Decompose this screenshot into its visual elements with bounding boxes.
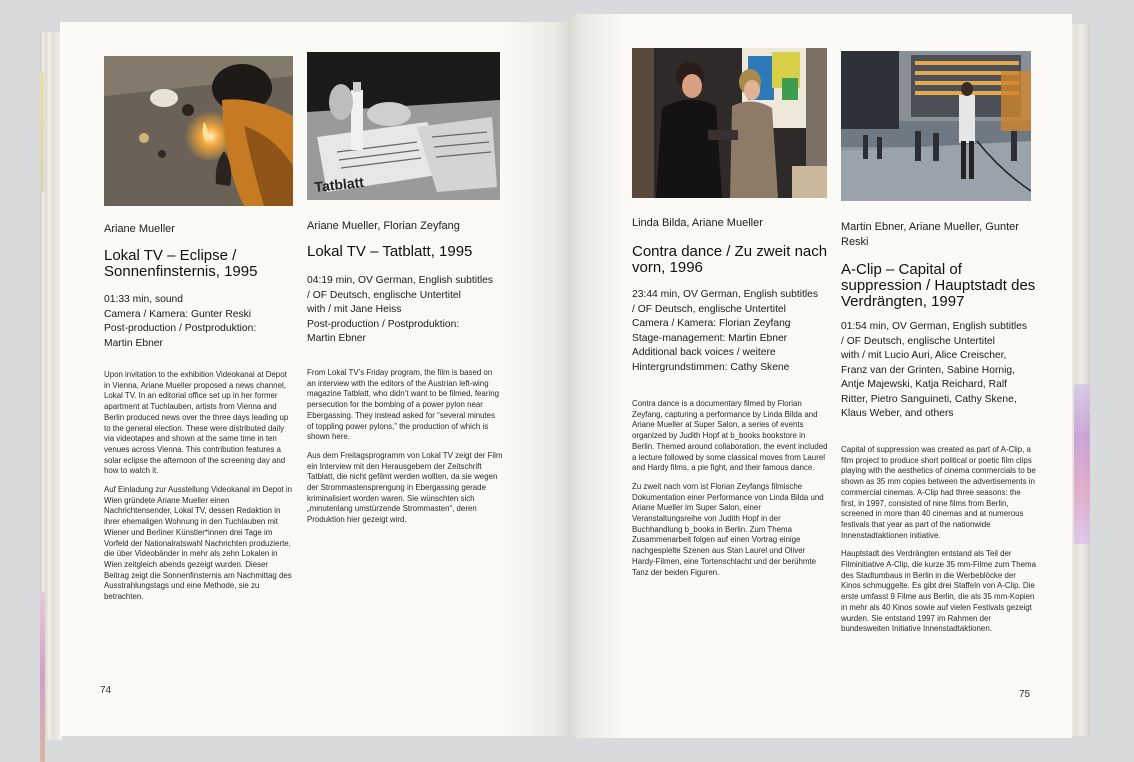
entry-description [841, 445, 1037, 643]
description-english: From Lokal TV’s Friday program, the film is based on an interview with the editors of the Austrian left-wing magazine Tatblatt, who didn’t want to be filmed, fearing persecution for the bombing of a power pylon near Ebergassing. They instead asked for “several minutes of toppling power pylons,” the production of which is shown here. [307, 368, 499, 442]
description-german: Aus dem Freitagsprogramm von Lokal TV zeigt der Film ein Interview mit den Herausgebern der Zeitschrift Tatblatt, die nicht gefilmt werden wollten, da sie wegen der Strommastensprengung in Ebergassing gerade kriminalisiert worden waren. Sie wünschten sich „minutenlang umstürzende Strommasten“, deren Produktion hier gezeigt wird. [307, 450, 503, 525]
entry-credits: 01:33 min, sound Camera / Kamera: Gunter Reski Post-production / Postproduktion: Martin Ebner [104, 294, 257, 349]
svg-text:Tatblatt: Tatblatt [313, 173, 365, 195]
entry-artists: Linda Bilda, Ariane Mueller [632, 217, 763, 229]
entry-artists: Martin Ebner, Ariane Mueller, Gunter Reski [841, 221, 1019, 248]
entry-credits: 01:54 min, OV German, English subtitles / OF Deutsch, englische Untertitel with / mit Lucio Auri, Alice Creischer, Franz van der Grinten, Sabine Hornig, Antje Majewski, Katja Reichard, Ralf Ritter, Pietro Sanguineti, Cathy Skene, Klaus Weber, and others [841, 321, 1028, 419]
page-number: 74 [100, 685, 112, 696]
description-german: Zu zweit nach vorn ist Florian Zeyfangs filmische Dokumentation einer Performance von Linda Bilda und Ariane Mueller im Super Salon, einer Veranstaltungsreihe von Judith Hopf in der Buchhandlung b_books in Berlin. Zum Thema Zusammenarbeit folgen auf einen Vortrag einige nachgespielte Szenen aus Stan Laurel und Oliver Hardy-Filmen, eine Tortenschlacht und der berühmte Tanz der beiden Figuren. [632, 481, 824, 577]
description-english: Capital of suppression was created as part of A-Clip, a film project to produce short political or poetic film clips playing with the aesthetics of cinema commercials to be shown as 35 mm copies between the advertisements in commercial cinemas. A-Clip had three seasons: the first, in 1997, consisted of nine films from Berlin, screened in more than 40 cinemas and at numerous festivals that year as part of the nationwide Innenstadtaktionen initiative. [841, 445, 1036, 540]
description-english: Contra dance is a documentary filmed by Florian Zeyfang, capturing a performance by Linda Bilda and Ariane Mueller at Super Salon, a series of events organized by Judith Hopf at b_books bookstore in Berlin. Themed around collaboration, the event included a lecture followed by some classical moves from Laurel and Hardy films, a pie fight, and their famous dance. [632, 399, 828, 473]
entry-title: Lokal TV – Eclipse / Sonnenfinsternis, 1995 [104, 247, 258, 280]
left-page-stack-edge [40, 32, 62, 740]
entry-artists: Ariane Mueller, Florian Zeyfang [307, 220, 460, 232]
right-page [568, 14, 1072, 738]
description-german: Hauptstadt des Verdrängten entstand als Teil der Filminitiative A-Clip, die kurze 35 mm-Filme zum Thema des Stadtumbaus in Berlin in die Werbeblöcke der Kinos schmuggelte. Es gibt drei Staffeln von A-Clip. Die erste umfasst 9 Filme aus Berlin, die als 35 mm-Kopien in mehr als 40 Kinos sowie auf vielen Festivals gezeigt wurden. Sie entstand 1997 im Rahmen der bundesweiten Initiative Innenstadtaktionen. [841, 549, 1036, 634]
entry-description [307, 368, 503, 534]
film-still-eclipse [104, 56, 293, 206]
entry-description [104, 370, 294, 611]
film-still-contra-dance [632, 48, 827, 198]
description-english: Upon invitation to the exhibition Videokanal at Depot in Vienna, Ariane Mueller proposed a news channel, Lokal TV. In an editorial office set up in her former apartment at Tuchlauben, artists from Vienna and Berlin produced news over the three days leading up to the general election. These were distributed daily via videotapes and shown at the same time in ten venues across Vienna. This contribution features a solar eclipse the afternoon of the screening day and how to watch it. [104, 370, 289, 476]
film-still-a-clip [841, 51, 1031, 201]
entry-credits: 23:44 min, OV German, English subtitles / OF Deutsch, englische Untertitel Camera / Kamera: Florian Zeyfang Stage-management: Martin Ebner Additional back voices / weitere Hintergrundstimmen: Cathy Skene [632, 289, 819, 373]
entry-artists: Ariane Mueller [104, 223, 175, 235]
left-page [60, 22, 568, 736]
entry-title: Lokal TV – Tatblatt, 1995 [307, 243, 473, 260]
entry-title: Contra dance / Zu zweit nach vorn, 1996 [632, 243, 828, 276]
entry-title: A-Clip – Capital of suppression / Hauptstadt des Verdrängten, 1997 [841, 261, 1036, 310]
entry-credits: 04:19 min, OV German, English subtitles / OF Deutsch, englische Untertitel with / mit Jane Heiss Post-production / Postproduktion: Martin Ebner [307, 275, 494, 344]
entry-description [632, 399, 828, 586]
film-still-tatblatt [307, 52, 500, 200]
description-german: Auf Einladung zur Ausstellung Videokanal im Depot in Wien gründete Ariane Mueller einen Nachrichtensender, Lokal TV, dessen Redaktion in ihrer ehemaligen Wohnung in den Tuchlauben mit Wiener und Berliner Künstler*innen drei Tage im Vorfeld der Nationalratswahl Nachrichten produzierte, die über Videobänder in mehr als zehn Lokalen in Wien zeitgleich abends gezeigt wurden. Dieser Beitrag zeigt die Sonnenfinsternis am Nachmittag des Ausstrahlungstags und eine Methode, sie zu betrachten. [104, 485, 293, 602]
page-number: 75 [1019, 689, 1031, 700]
